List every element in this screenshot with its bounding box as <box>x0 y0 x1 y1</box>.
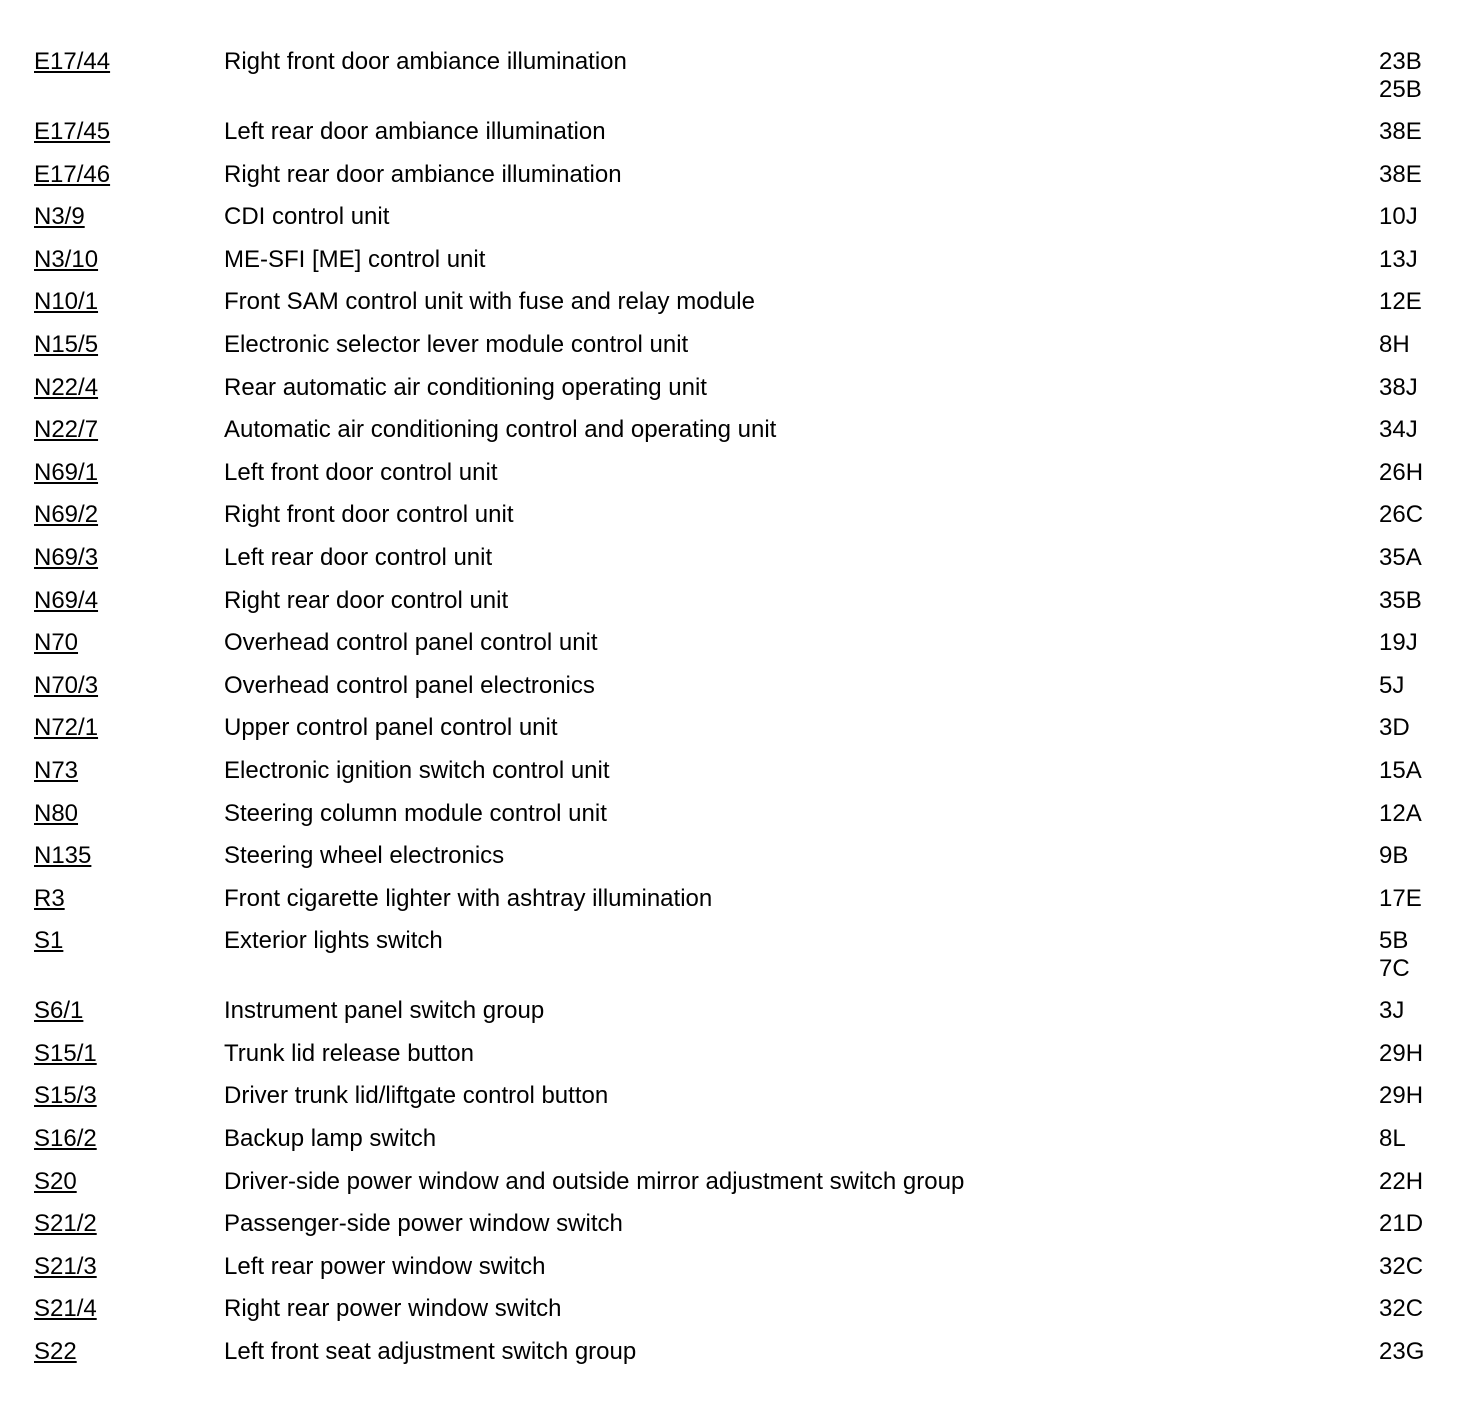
component-description: Electronic ignition switch control unit <box>224 756 610 784</box>
component-description: Front cigarette lighter with ashtray illumination <box>224 884 713 912</box>
grid-reference: 10J <box>1379 203 1418 231</box>
grid-reference: 3D <box>1379 714 1410 742</box>
table-row <box>0 501 1472 544</box>
component-description: Left front seat adjustment switch group <box>224 1338 637 1366</box>
table-row <box>0 161 1472 204</box>
component-description: Passenger-side power window switch <box>224 1210 623 1238</box>
grid-reference: 5J <box>1379 671 1405 699</box>
grid-reference: 17E <box>1379 884 1422 912</box>
grid-references <box>1379 885 1422 913</box>
component-code-link[interactable]: N70/3 <box>34 671 99 699</box>
table-row <box>0 48 1472 118</box>
component-code-link[interactable]: S21/3 <box>34 1252 97 1280</box>
component-code-link[interactable]: E17/44 <box>34 48 111 75</box>
component-description: Right rear door control unit <box>224 586 509 614</box>
grid-references <box>1379 416 1418 444</box>
grid-references <box>1379 1125 1406 1153</box>
table-row <box>0 757 1472 800</box>
table-row <box>0 842 1472 885</box>
grid-reference: 32C <box>1379 1295 1424 1323</box>
component-code-link[interactable]: S15/1 <box>34 1039 97 1067</box>
grid-reference: 29H <box>1379 1082 1424 1110</box>
table-row <box>0 885 1472 928</box>
table-row <box>0 1082 1472 1125</box>
component-description: Trunk lid release button <box>224 1039 474 1067</box>
grid-references <box>1379 501 1423 529</box>
grid-reference: 13J <box>1379 245 1418 273</box>
component-description: CDI control unit <box>224 203 390 231</box>
grid-references <box>1379 288 1422 316</box>
grid-reference: 32C <box>1379 1252 1424 1280</box>
component-description: Steering wheel electronics <box>224 842 505 870</box>
grid-reference: 26H <box>1379 458 1424 486</box>
component-code-link[interactable]: N73 <box>34 756 79 784</box>
grid-references <box>1379 48 1422 104</box>
table-row <box>0 374 1472 417</box>
grid-references <box>1379 544 1422 572</box>
component-code-link[interactable]: N135 <box>34 842 92 870</box>
component-description: Right front door ambiance illumination <box>224 48 627 75</box>
component-description: Backup lamp switch <box>224 1125 437 1153</box>
component-code-link[interactable]: N69/2 <box>34 501 99 529</box>
component-code-link[interactable]: E17/45 <box>34 118 111 145</box>
table-row <box>0 1295 1472 1338</box>
component-description: Driver trunk lid/liftgate control button <box>224 1082 609 1110</box>
component-description: Driver-side power window and outside mirror adjustment switch group <box>224 1167 965 1195</box>
table-row <box>0 544 1472 587</box>
grid-reference: 38E <box>1379 160 1422 188</box>
component-code-link[interactable]: N69/1 <box>34 458 99 486</box>
component-description: Instrument panel switch group <box>224 997 545 1025</box>
component-code-link[interactable]: S15/3 <box>34 1082 97 1110</box>
grid-reference: 22H <box>1379 1167 1424 1195</box>
grid-reference: 23B <box>1379 48 1422 75</box>
component-description: Right rear power window switch <box>224 1295 562 1323</box>
grid-references <box>1379 246 1418 274</box>
grid-reference: 9B <box>1379 842 1409 870</box>
table-row <box>0 416 1472 459</box>
component-description: Upper control panel control unit <box>224 714 558 742</box>
grid-references <box>1379 1338 1424 1366</box>
grid-reference: 38J <box>1379 373 1418 401</box>
grid-reference: 19J <box>1379 629 1418 657</box>
grid-reference: 38E <box>1379 118 1422 145</box>
component-description: Left rear door control unit <box>224 543 493 571</box>
component-description: Left rear door ambiance illumination <box>224 118 606 145</box>
table-row <box>0 246 1472 289</box>
grid-reference: 12E <box>1379 288 1422 316</box>
table-row <box>0 118 1472 161</box>
component-code-link[interactable]: N72/1 <box>34 714 99 742</box>
grid-references <box>1379 374 1418 402</box>
grid-reference: 8L <box>1379 1125 1406 1153</box>
component-code-link[interactable]: E17/46 <box>34 160 111 188</box>
table-row <box>0 1253 1472 1296</box>
table-row <box>0 1040 1472 1083</box>
component-description: Left rear power window switch <box>224 1252 546 1280</box>
grid-reference: 7C <box>1379 955 1410 983</box>
grid-reference: 23G <box>1379 1338 1425 1366</box>
table-row <box>0 672 1472 715</box>
table-row <box>0 927 1472 997</box>
grid-references <box>1379 587 1422 615</box>
component-description: ME-SFI [ME] control unit <box>224 245 486 273</box>
grid-reference: 34J <box>1379 416 1418 444</box>
table-row <box>0 629 1472 672</box>
grid-references <box>1379 331 1410 359</box>
component-code-link[interactable]: S21/2 <box>34 1210 97 1238</box>
component-description: Right rear door ambiance illumination <box>224 160 622 188</box>
grid-references <box>1379 997 1404 1025</box>
grid-reference: 29H <box>1379 1039 1424 1067</box>
grid-references <box>1379 459 1423 487</box>
component-code-link[interactable]: N69/4 <box>34 586 99 614</box>
component-code-link[interactable]: R3 <box>34 884 65 912</box>
grid-reference: 21D <box>1379 1210 1424 1238</box>
component-code-link[interactable]: N22/7 <box>34 416 99 444</box>
grid-references <box>1379 927 1410 983</box>
component-description: Steering column module control unit <box>224 799 607 827</box>
grid-references <box>1379 1168 1423 1196</box>
component-description: Overhead control panel electronics <box>224 671 595 699</box>
grid-reference: 26C <box>1379 501 1424 529</box>
table-row <box>0 1125 1472 1168</box>
grid-references <box>1379 1210 1423 1238</box>
grid-reference: 25B <box>1379 76 1422 103</box>
grid-references <box>1379 1295 1423 1323</box>
component-code-link[interactable]: N15/5 <box>34 330 99 358</box>
component-description: Electronic selector lever module control unit <box>224 330 689 358</box>
grid-reference: 15A <box>1379 756 1422 784</box>
grid-references <box>1379 1082 1423 1110</box>
component-description: Front SAM control unit with fuse and relay module <box>224 288 755 316</box>
grid-references <box>1379 800 1422 828</box>
table-row <box>0 203 1472 246</box>
grid-reference: 12A <box>1379 799 1422 827</box>
component-description: Left front door control unit <box>224 458 498 486</box>
grid-references <box>1379 118 1422 146</box>
component-description: Overhead control panel control unit <box>224 629 598 657</box>
grid-references <box>1379 161 1422 189</box>
component-code-link[interactable]: N70 <box>34 629 79 657</box>
component-code-link[interactable]: S16/2 <box>34 1125 97 1153</box>
component-description: Right front door control unit <box>224 501 514 529</box>
component-code-link[interactable]: S21/4 <box>34 1295 97 1323</box>
component-code-link[interactable]: N10/1 <box>34 288 99 316</box>
grid-reference: 3J <box>1379 997 1405 1025</box>
component-description: Exterior lights switch <box>224 927 443 955</box>
table-row <box>0 714 1472 757</box>
component-code-link[interactable]: N3/9 <box>34 203 85 231</box>
component-code-link[interactable]: S6/1 <box>34 997 84 1025</box>
grid-reference: 8H <box>1379 330 1410 358</box>
table-row <box>0 1168 1472 1211</box>
grid-references <box>1379 714 1410 742</box>
table-row <box>0 997 1472 1040</box>
table-row <box>0 1338 1472 1381</box>
grid-reference: 35B <box>1379 586 1422 614</box>
component-code-link[interactable]: N80 <box>34 799 79 827</box>
grid-references <box>1379 757 1422 785</box>
table-row <box>0 288 1472 331</box>
grid-references <box>1379 629 1418 657</box>
table-row <box>0 1210 1472 1253</box>
component-code-link[interactable]: N69/3 <box>34 543 99 571</box>
grid-reference: 5B <box>1379 927 1409 955</box>
table-row <box>0 459 1472 502</box>
grid-references <box>1379 203 1418 231</box>
component-code-link[interactable]: N22/4 <box>34 373 99 401</box>
component-description: Automatic air conditioning control and operating unit <box>224 416 777 444</box>
component-code-link[interactable]: N3/10 <box>34 245 99 273</box>
table-row <box>0 331 1472 374</box>
component-code-link[interactable]: S22 <box>34 1338 77 1366</box>
grid-references <box>1379 1253 1423 1281</box>
component-description: Rear automatic air conditioning operating unit <box>224 373 707 401</box>
grid-references <box>1379 672 1404 700</box>
table-row <box>0 800 1472 843</box>
grid-references <box>1379 842 1408 870</box>
component-code-link[interactable]: S20 <box>34 1167 77 1195</box>
grid-references <box>1379 1040 1423 1068</box>
table-row <box>0 587 1472 630</box>
component-list <box>0 48 1472 1381</box>
grid-reference: 35A <box>1379 543 1422 571</box>
component-code-link[interactable]: S1 <box>34 927 64 955</box>
